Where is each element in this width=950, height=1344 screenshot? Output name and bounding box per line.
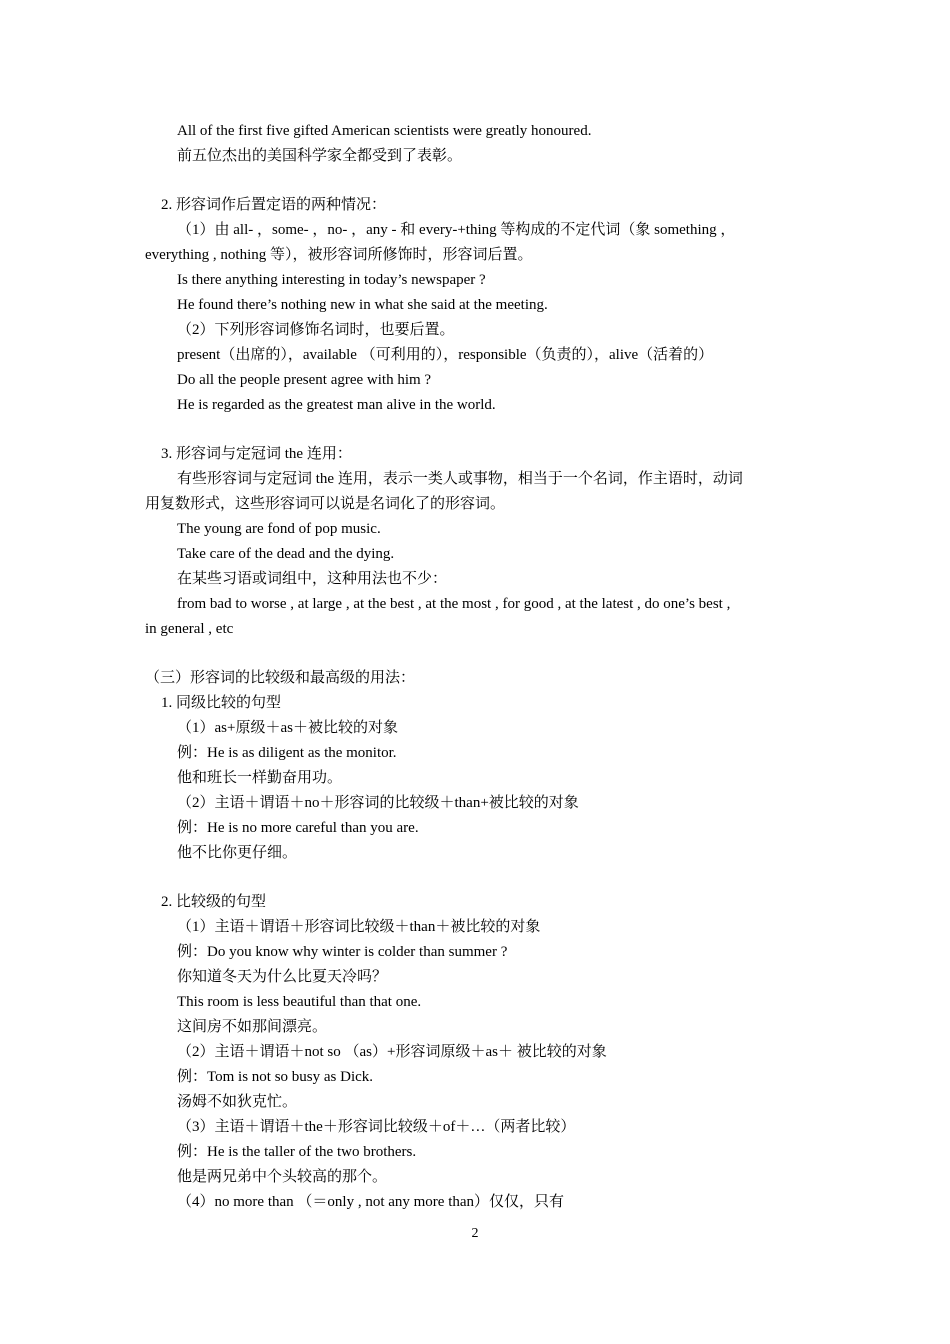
text-line: 这间房不如那间漂亮。 — [177, 1019, 328, 1035]
text-line: （2）主语＋谓语＋not so （as）+形容词原级＋as＋ 被比较的对象 — [177, 1044, 607, 1060]
text-line: （1）as+原级＋as＋被比较的对象 — [177, 720, 398, 736]
text-line: （2）主语＋谓语＋no＋形容词的比较级＋than+被比较的对象 — [177, 795, 579, 811]
text-line: 前五位杰出的美国科学家全都受到了表彰。 — [177, 148, 463, 164]
text-line: 例：Do you know why winter is colder than summer ? — [177, 944, 508, 960]
text-line: （2）下列形容词修饰名词时，也要后置。 — [177, 322, 455, 338]
subsection-heading: 2. 比较级的句型 — [161, 894, 267, 910]
text-line: 用复数形式，这些形容词可以说是名词化了的形容词。 — [145, 496, 506, 512]
text-line: 汤姆不如狄克忙。 — [177, 1094, 298, 1110]
text-line: everything , nothing 等），被形容词所修饰时，形容词后置。 — [145, 247, 533, 263]
text-line: （4）no more than （＝only , not any more than）仅仅，只有 — [177, 1194, 565, 1210]
text-line: 在某些习语或词组中，这种用法也不少： — [177, 571, 448, 587]
text-line: 你知道冬天为什么比夏天冷吗？ — [177, 969, 388, 985]
text-line: 他是两兄弟中个头较高的那个。 — [177, 1169, 388, 1185]
text-line: He is regarded as the greatest man alive in the world. — [177, 397, 496, 413]
text-line: 例：He is the taller of the two brothers. — [177, 1144, 417, 1160]
text-line: （1）由 all- ，some- ，no- ，any - 和 every-+thing 等构成的不定代词（象 something ， — [177, 222, 736, 238]
page-number: 2 — [471, 1226, 479, 1241]
text-line: All of the first five gifted American scientists were greatly honoured. — [177, 123, 592, 139]
subsection-heading: 1. 同级比较的句型 — [161, 695, 282, 711]
text-line: from bad to worse , at large , at the best , at the most , for good , at the latest , do one’s best , — [177, 596, 731, 612]
text-line: The young are fond of pop music. — [177, 521, 381, 537]
text-line: in general , etc — [145, 621, 234, 637]
text-line: present（出席的），available （可利用的），responsible（负责的），alive（活着的） — [177, 347, 714, 363]
text-line: 他和班长一样勤奋用功。 — [177, 770, 343, 786]
section-heading: 2. 形容词作后置定语的两种情况： — [161, 197, 387, 213]
text-line: 例：He is no more careful than you are. — [177, 820, 419, 836]
text-line: 有些形容词与定冠词 the 连用，表示一类人或事物，相当于一个名词，作主语时，动词 — [177, 471, 743, 487]
text-line: 例：He is as diligent as the monitor. — [177, 745, 397, 761]
section-heading: 3. 形容词与定冠词 the 连用： — [161, 446, 352, 462]
text-line: （3）主语＋谓语＋the＋形容词比较级＋of＋…（两者比较） — [177, 1119, 576, 1135]
section-heading: （三）形容词的比较级和最高级的用法： — [145, 670, 416, 686]
text-line: This room is less beautiful than that one. — [177, 994, 422, 1010]
text-line: Do all the people present agree with him ? — [177, 372, 432, 388]
text-line: Take care of the dead and the dying. — [177, 546, 395, 562]
text-line: 例：Tom is not so busy as Dick. — [177, 1069, 374, 1085]
text-line: He found there’s nothing new in what she said at the meeting. — [177, 297, 548, 313]
text-line: Is there anything interesting in today’s newspaper ? — [177, 272, 486, 288]
text-line: （1）主语＋谓语＋形容词比较级＋than＋被比较的对象 — [177, 919, 541, 935]
text-line: 他不比你更仔细。 — [177, 845, 298, 861]
